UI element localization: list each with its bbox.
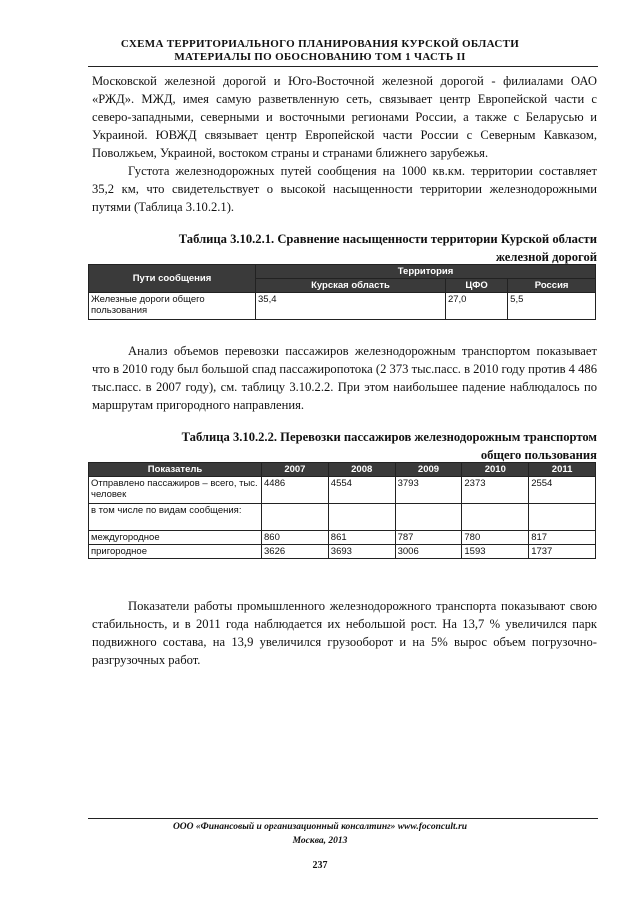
table1-caption-line2: железной дорогой <box>495 250 597 264</box>
table2-cell: 4486 <box>262 477 329 504</box>
table-row <box>89 477 596 504</box>
footer-rule <box>88 818 598 819</box>
table2-cell: 3626 <box>262 545 329 559</box>
header-subtitle: МАТЕРИАЛЫ ПО ОБОСНОВАНИЮ ТОМ 1 ЧАСТЬ II <box>174 51 466 63</box>
table1-header-kursk: Курская область <box>256 279 446 293</box>
table1-header-ways: Пути сообщения <box>89 265 256 293</box>
table2-cell: 4554 <box>328 477 395 504</box>
table2-row-label: пригородное <box>89 545 262 559</box>
table1-header-russia: Россия <box>508 279 596 293</box>
table1-row-label: Железные дороги общего пользования <box>89 293 256 320</box>
table2-cell: 3006 <box>395 545 462 559</box>
table1-caption <box>92 230 597 266</box>
table2-header-2008: 2008 <box>328 463 395 477</box>
table-rail-density <box>88 264 596 320</box>
table-passenger-transport <box>88 462 596 559</box>
table2-cell: 817 <box>529 531 596 545</box>
table-row <box>89 545 596 559</box>
table1-header-cfo: ЦФО <box>445 279 507 293</box>
table2-header-2011: 2011 <box>529 463 596 477</box>
table1-value-cfo: 27,0 <box>445 293 507 320</box>
table2-cell: 787 <box>395 531 462 545</box>
table2-cell <box>529 504 596 531</box>
table2-header-2009: 2009 <box>395 463 462 477</box>
table1-header-territory: Территория <box>256 265 596 279</box>
table2-cell: 1737 <box>529 545 596 559</box>
table1-caption-line1: Таблица 3.10.2.1. Сравнение насыщенности территории Курской области <box>178 232 597 246</box>
table2-row-label: междугородное <box>89 531 262 545</box>
table2-cell: 860 <box>262 531 329 545</box>
paragraph-3: Анализ объемов перевозки пассажиров железнодорожным транспортом показывает что в 2010 году был большой спад пассажиропотока (2 373 тыс.пасс. в 2010 году против 4 486 тыс.пасс. в 2007 году), см. таблицу 3.10.2.2. При этом наибольшее падение наблюдалось по маршрутам пригородного направления. <box>92 344 597 412</box>
table2-cell: 3793 <box>395 477 462 504</box>
table2-cell: 2373 <box>462 477 529 504</box>
footer-city-year: Москва, 2013 <box>292 836 348 846</box>
table2-cell: 2554 <box>529 477 596 504</box>
table2-row-label: Отправлено пассажиров – всего, тыс. человек <box>89 477 262 504</box>
table2-cell: 1593 <box>462 545 529 559</box>
table2-header-2007: 2007 <box>262 463 329 477</box>
table2-cell <box>395 504 462 531</box>
paragraph-1: Московской железной дорогой и Юго-Восточной железной дорогой - филиалами ОАО «РЖД». МЖД, имея самую разветвленную сеть, связывает центр Европейской части с северо-западными, северными и восточными регионами России, а также с Беларусью и Украиной. ЮВЖД связывает центр Европейской части России с Северным Кавказом, Поволжьем, Украиной, востоком страны и странами ближнего зарубежья. <box>92 74 597 160</box>
table2-cell <box>462 504 529 531</box>
table2-row-label: в том числе по видам сообщения: <box>89 504 262 531</box>
paragraph-4: Показатели работы промышленного железнодорожного транспорта показывают свою стабильность, и в 2011 года наблюдается их небольшой рост. На 13,7 % увеличился парк подвижного состава, на 13,9 увеличился грузооборот и на 5% вырос объем погрузочно-разгрузочных работ. <box>92 599 597 667</box>
table2-header-2010: 2010 <box>462 463 529 477</box>
table2-cell <box>262 504 329 531</box>
table2-caption-line2: общего пользования <box>480 448 597 462</box>
footer-company: ООО «Финансовый и организационный консалтинг» www.foconcult.ru <box>172 822 468 832</box>
paragraph-2: Густота железнодорожных путей сообщения на 1000 кв.км. территории составляет 35,2 км, что свидетельствует о высокой насыщенности территории железнодорожными путями (Таблица 3.10.2.1). <box>92 164 597 214</box>
table-row <box>89 504 596 531</box>
table1-value-russia: 5,5 <box>508 293 596 320</box>
header-title: СХЕМА ТЕРРИТОРИАЛЬНОГО ПЛАНИРОВАНИЯ КУРСКОЙ ОБЛАСТИ <box>120 38 520 50</box>
table2-caption <box>92 428 597 464</box>
table2-cell <box>328 504 395 531</box>
table2-caption-line1: Таблица 3.10.2.2. Перевозки пассажиров железнодорожным транспортом <box>181 430 597 444</box>
table-row <box>89 293 596 320</box>
table2-cell: 861 <box>328 531 395 545</box>
table-row <box>89 531 596 545</box>
table2-cell: 780 <box>462 531 529 545</box>
table1-value-kursk: 35,4 <box>256 293 446 320</box>
table2-cell: 3693 <box>328 545 395 559</box>
page-number: 237 <box>312 860 328 871</box>
table2-header-indicator: Показатель <box>89 463 262 477</box>
header-rule <box>88 66 598 67</box>
